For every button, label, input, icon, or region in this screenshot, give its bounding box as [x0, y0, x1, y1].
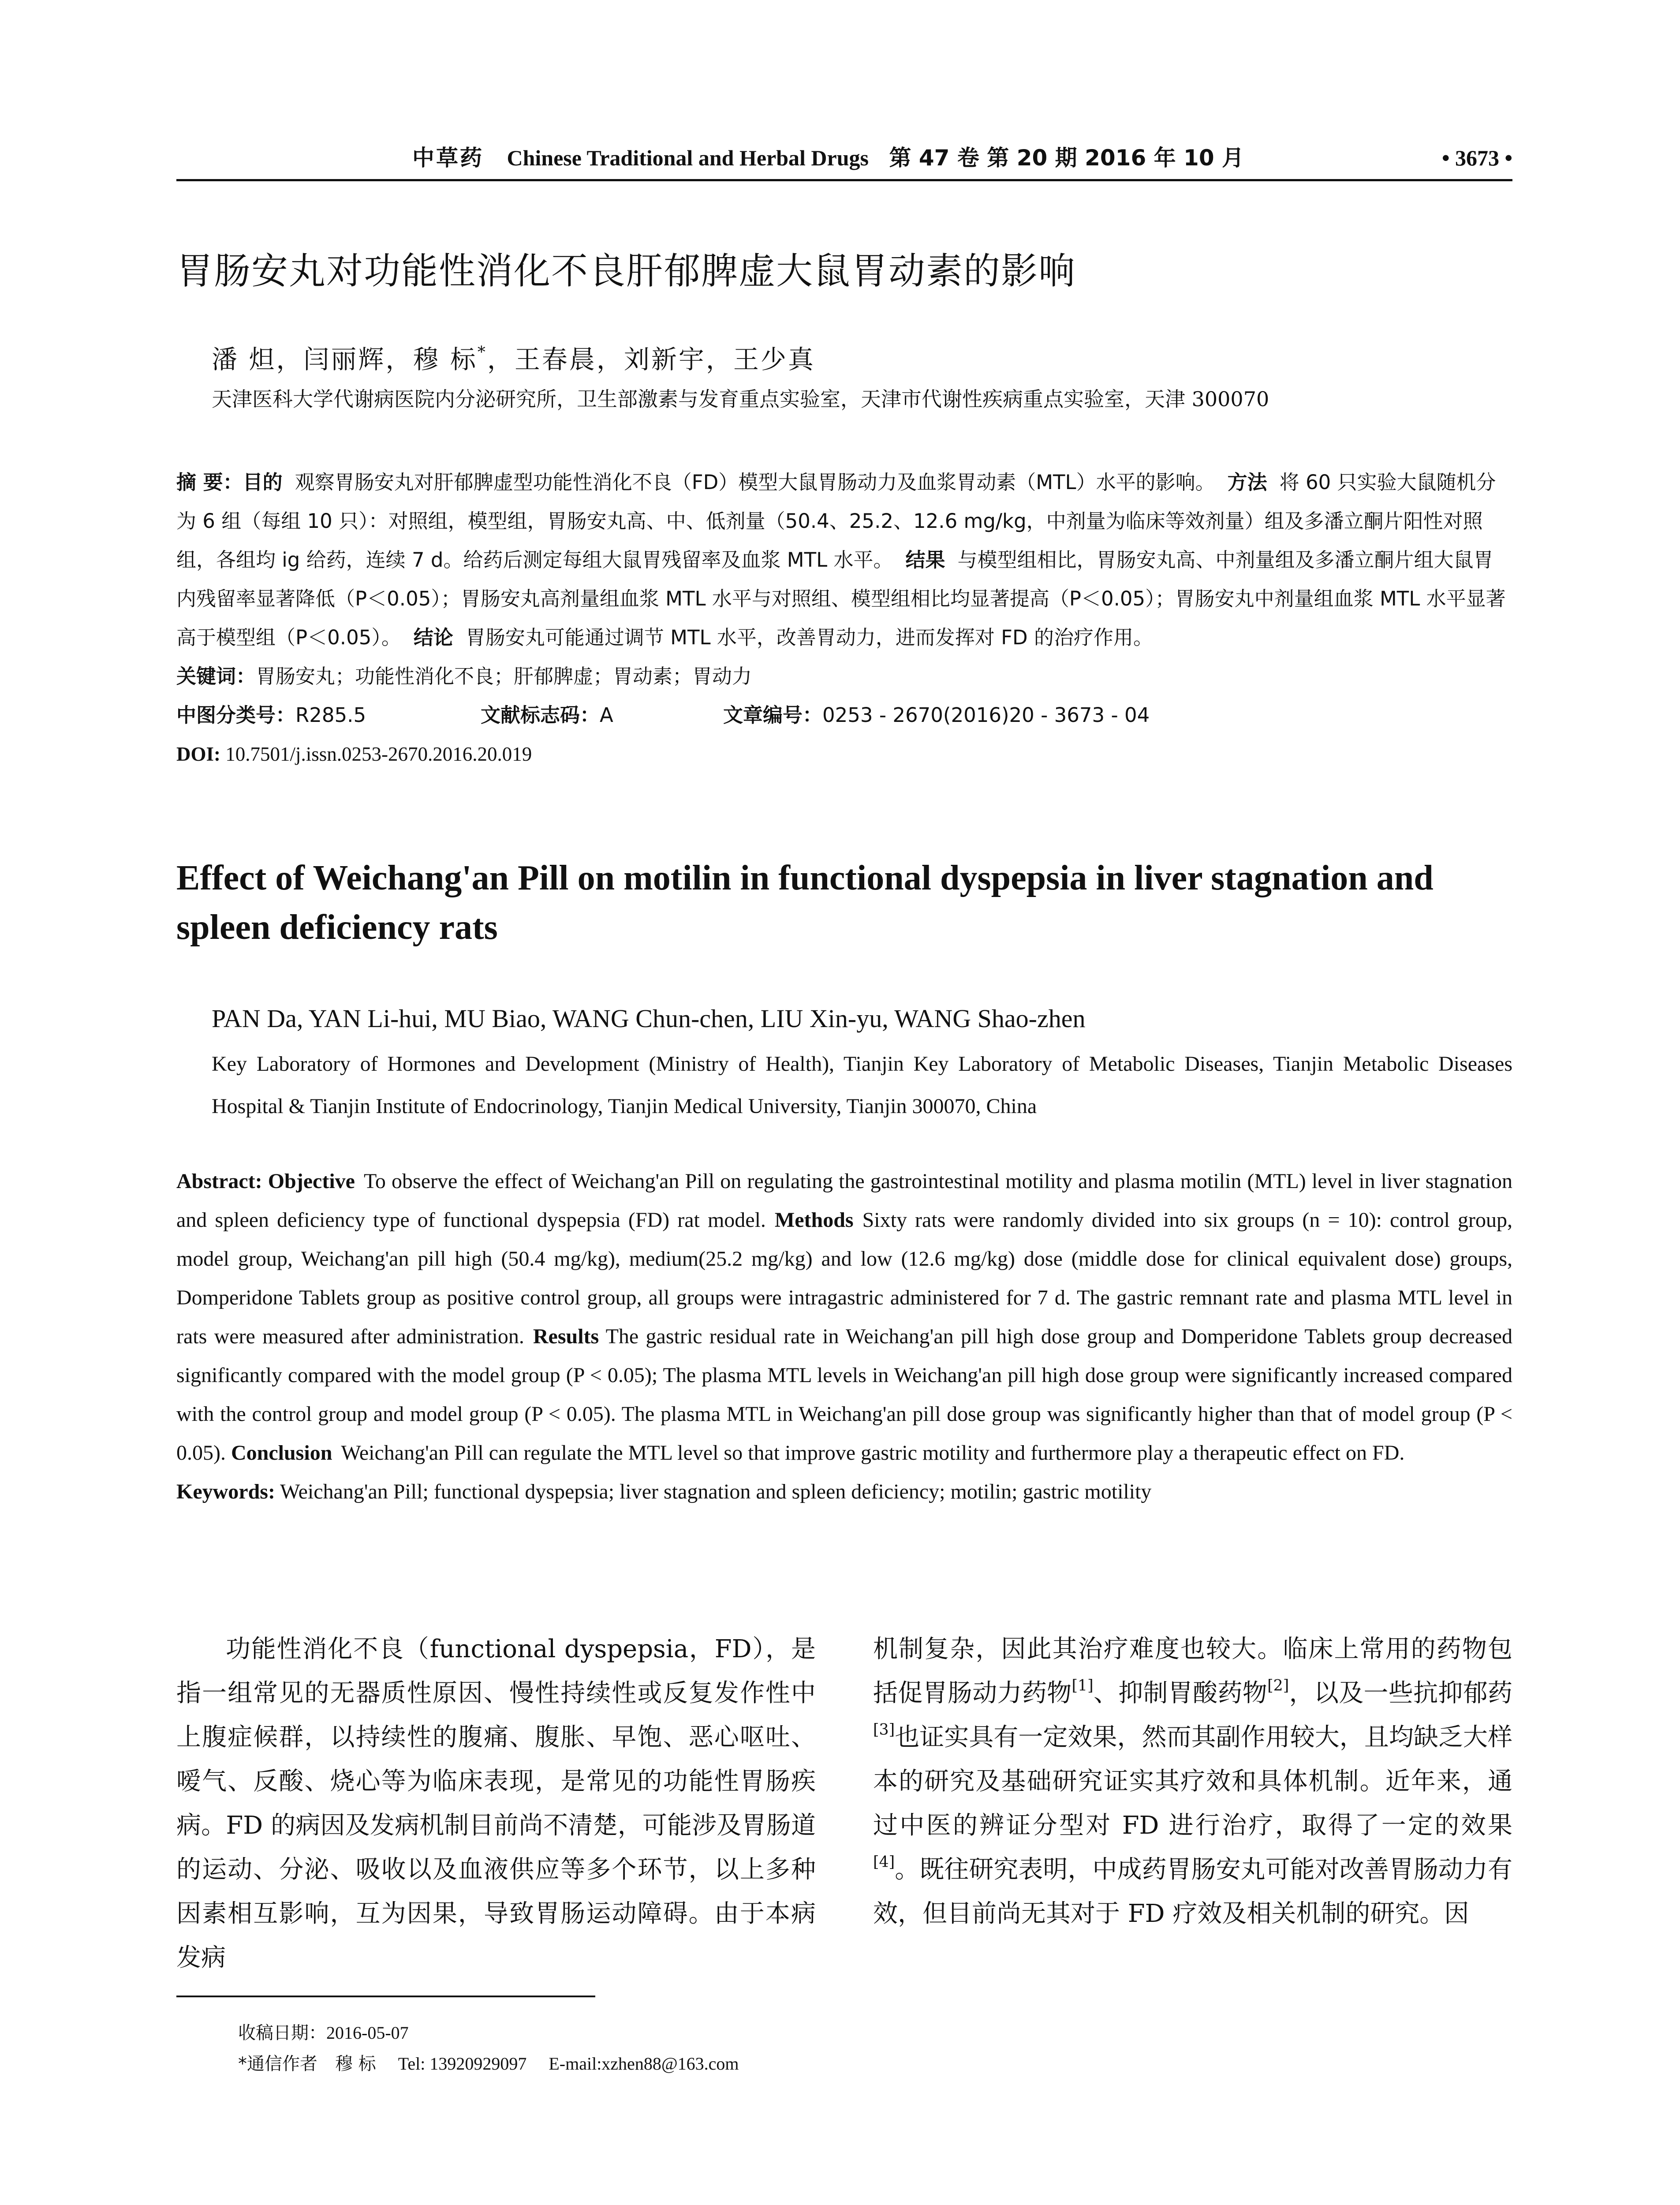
- body-right-text-1: 机制复杂，因此其治疗难度也较大。临床上常用的药物包括促胃肠动力药物: [873, 1635, 1512, 1708]
- abstract-en-label: Abstract:: [176, 1170, 262, 1193]
- abstract-zh-label: 摘 要：: [176, 471, 243, 494]
- corresponding-label: *通信作者: [238, 2054, 317, 2074]
- received-label: 收稿日期：: [238, 2023, 326, 2043]
- conclusion-zh-text: 胃肠安丸可能通过调节 MTL 水平，改善胃动力，进而发挥对 FD 的治疗作用。: [465, 626, 1153, 649]
- article-no-label: 文章编号：: [723, 703, 823, 727]
- footnotes: [176, 2018, 739, 2079]
- journal-name-en: Chinese Traditional and Herbal Drugs: [507, 146, 869, 170]
- doc-code-label: 文献标志码：: [481, 703, 600, 727]
- journal-name-zh: 中草药: [412, 145, 484, 171]
- body-column-right: [873, 1627, 1512, 1936]
- abstract-en: [176, 1162, 1512, 1511]
- body-paragraph-left: 功能性消化不良（functional dyspepsia，FD），是指一组常见的无器质性原因、慢性持续性或反复发作性中上腹症候群，以持续性的腹痛、腹胀、早饱、恶心呕吐、嗳气、反酸、烧心等为临床表现，是常见的功能性胃肠疾病。FD 的病因及发病机制目前尚不清楚，可能涉及胃肠道的运动、分泌、吸收以及血液供应等多个环节，以上多种因素相互影响，互为因果，导致胃肠运动障碍。由于本病发病: [176, 1635, 816, 1972]
- objective-zh-text: 观察胃肠安丸对肝郁脾虚型功能性消化不良（FD）模型大鼠胃肠动力及血浆胃动素（MTL）水平的影响。: [295, 471, 1215, 494]
- citation-ref-3[interactable]: [3]: [873, 1721, 895, 1739]
- objective-en-text: To observe the effect of Weichang'an Pill on regulating the gastrointestinal motility and plasma motilin (MTL) level in liver stagnation and spleen deficiency type of functional dyspepsia (FD) rat model.: [176, 1170, 1513, 1232]
- body-column-left: [176, 1627, 816, 1980]
- body-paragraph-right: [873, 1627, 1512, 1936]
- affiliation-en: Key Laboratory of Hormones and Development (Ministry of Health), Tianjin Key Laboratory of Metabolic Diseases, Tianjin Metabolic Diseases Hospital & Tianjin Institute of Endocrinology, Tianjin Medical University, Tianjin 300070, China: [212, 1052, 1512, 1118]
- results-en-label: Results: [533, 1325, 599, 1348]
- corresponding-author: [176, 2048, 739, 2079]
- results-en-text: The gastric residual rate in Weichang'an pill high dose group and Domperidone Tablets group decreased significantly compared with the model group (P < 0.05); The plasma MTL levels in Weichang'an pill high dose group were significantly increased compared with the control group and model group (P < 0.05). The plasma MTL in Weichang'an pill dose group was significantly higher than that of model group (P < 0.05).: [176, 1325, 1512, 1465]
- keywords-zh: [176, 657, 1512, 696]
- objective-en-label: Objective: [268, 1170, 355, 1193]
- journal-header: [412, 145, 1244, 171]
- keywords-en-text: Weichang'an Pill; functional dyspepsia; liver stagnation and spleen deficiency; motilin; gastric motility: [280, 1480, 1152, 1503]
- conclusion-zh-label: 结论: [413, 626, 453, 649]
- corresponding-mark: *: [477, 343, 487, 361]
- conclusion-en-label: Conclusion: [231, 1441, 332, 1465]
- article-no-value: 0253 - 2670(2016)20 - 3673 - 04: [822, 703, 1150, 727]
- conclusion-en-text: Weichang'an Pill can regulate the MTL level so that improve gastric motility and furthermore play a therapeutic effect on FD.: [341, 1441, 1405, 1465]
- keywords-en-label: Keywords:: [176, 1480, 275, 1503]
- corresponding-tel: Tel: 13920929097: [398, 2054, 527, 2074]
- received-value: 2016-05-07: [326, 2023, 409, 2043]
- doc-code-value: A: [600, 703, 613, 727]
- body-right-text-3: ，以及一些抗抑郁药: [1289, 1679, 1513, 1708]
- body-right-text-2: 、抑制胃酸药物: [1093, 1679, 1268, 1708]
- journal-issue: 第 47 卷 第 20 期 2016 年 10 月: [889, 145, 1244, 171]
- clc-value: R285.5: [295, 703, 366, 727]
- corresponding-email[interactable]: E-mail:xzhen88@163.com: [549, 2054, 739, 2074]
- body-right-text-5: 。既往研究表明，中成药胃肠安丸可能对改善胃肠动力有效，但目前尚无其对于 FD 疗效及相关机制的研究。因: [873, 1855, 1512, 1928]
- classification-row: [176, 696, 1512, 735]
- received-date: [176, 2018, 739, 2048]
- keywords-en: [176, 1472, 1512, 1511]
- title-zh: 胃肠安丸对功能性消化不良肝郁脾虚大鼠胃动素的影响: [176, 250, 1076, 292]
- doi-value: 10.7501/j.issn.0253-2670.2016.20.019: [225, 743, 532, 765]
- keywords-zh-label: 关键词：: [176, 665, 256, 688]
- authors-zh-part2: ，王春晨，刘新宇，王少真: [487, 344, 815, 374]
- keywords-zh-text: 胃肠安丸；功能性消化不良；肝郁脾虚；胃动素；胃动力: [256, 665, 752, 688]
- authors-zh-part1: 潘 炟，闫丽辉，穆 标: [212, 344, 478, 374]
- methods-en-label: Methods: [774, 1208, 854, 1232]
- results-zh-text: 与模型组相比，胃肠安丸高、中剂量组及多潘立酮片组大鼠胃内残留率显著降低（P＜0.05）；胃肠安丸高剂量组血浆 MTL 水平与对照组、模型组相比均显著提高（P＜0.05）；胃肠安丸中剂量组血浆 MTL 水平显著高于模型组（P＜0.05）。: [176, 548, 1506, 649]
- footnote-divider: [176, 1996, 595, 1997]
- body-right-text-4: 也证实具有一定效果，然而其副作用较大，且均缺乏大样本的研究及基础研究证实其疗效和具体机制。近年来，通过中医的辨证分型对 FD 进行治疗，取得了一定的效果: [873, 1723, 1512, 1840]
- objective-zh-label: 目的: [243, 471, 283, 494]
- methods-en-text: Sixty rats were randomly divided into six groups (n = 10): control group, model group, Weichang'an pill high (50.4 mg/kg), medium(25.2 mg/kg) and low (12.6 mg/kg) dose (middle dose for clinical equivalent dose) groups, Domperidone Tablets group as positive control group, all groups were intragastric administered for 7 d. The gastric remnant rate and plasma MTL level in rats were measured after administration.: [176, 1208, 1512, 1348]
- clc-label: 中图分类号：: [176, 703, 296, 727]
- running-header: [176, 140, 1512, 181]
- authors-en: PAN Da, YAN Li-hui, MU Biao, WANG Chun-chen, LIU Xin-yu, WANG Shao-zhen: [212, 1004, 1086, 1033]
- affiliation-zh: 天津医科大学代谢病医院内分泌研究所，卫生部激素与发育重点实验室，天津市代谢性疾病重点实验室，天津 300070: [212, 387, 1269, 411]
- abstract-en-body: [176, 1162, 1512, 1472]
- methods-zh-text: 将 60 只实验大鼠随机分为 6 组（每组 10 只）：对照组，模型组，胃肠安丸高、中、低剂量（50.4、25.2、12.6 mg/kg，中剂量为临床等效剂量）组及多潘立酮片阳性对照组，各组均 ig 给药，连续 7 d。给药后测定每组大鼠胃残留率及血浆 MTL 水平。: [176, 471, 1496, 572]
- authors-zh: [212, 342, 815, 377]
- citation-ref-1[interactable]: [1]: [1071, 1677, 1094, 1695]
- methods-zh-label: 方法: [1227, 471, 1267, 494]
- citation-ref-4[interactable]: [4]: [873, 1853, 895, 1871]
- abstract-zh: [176, 463, 1512, 774]
- abstract-zh-body: [176, 463, 1512, 657]
- citation-ref-2[interactable]: [2]: [1267, 1677, 1289, 1695]
- results-zh-label: 结果: [905, 548, 945, 572]
- doi-label: DOI:: [176, 743, 220, 765]
- page-number: • 3673 •: [1441, 146, 1512, 170]
- title-en: Effect of Weichang'an Pill on motilin in functional dyspepsia in liver stagnation and spleen deficiency rats: [176, 859, 1434, 947]
- corresponding-name: 穆 标: [335, 2054, 376, 2074]
- doi-row: [176, 735, 1512, 774]
